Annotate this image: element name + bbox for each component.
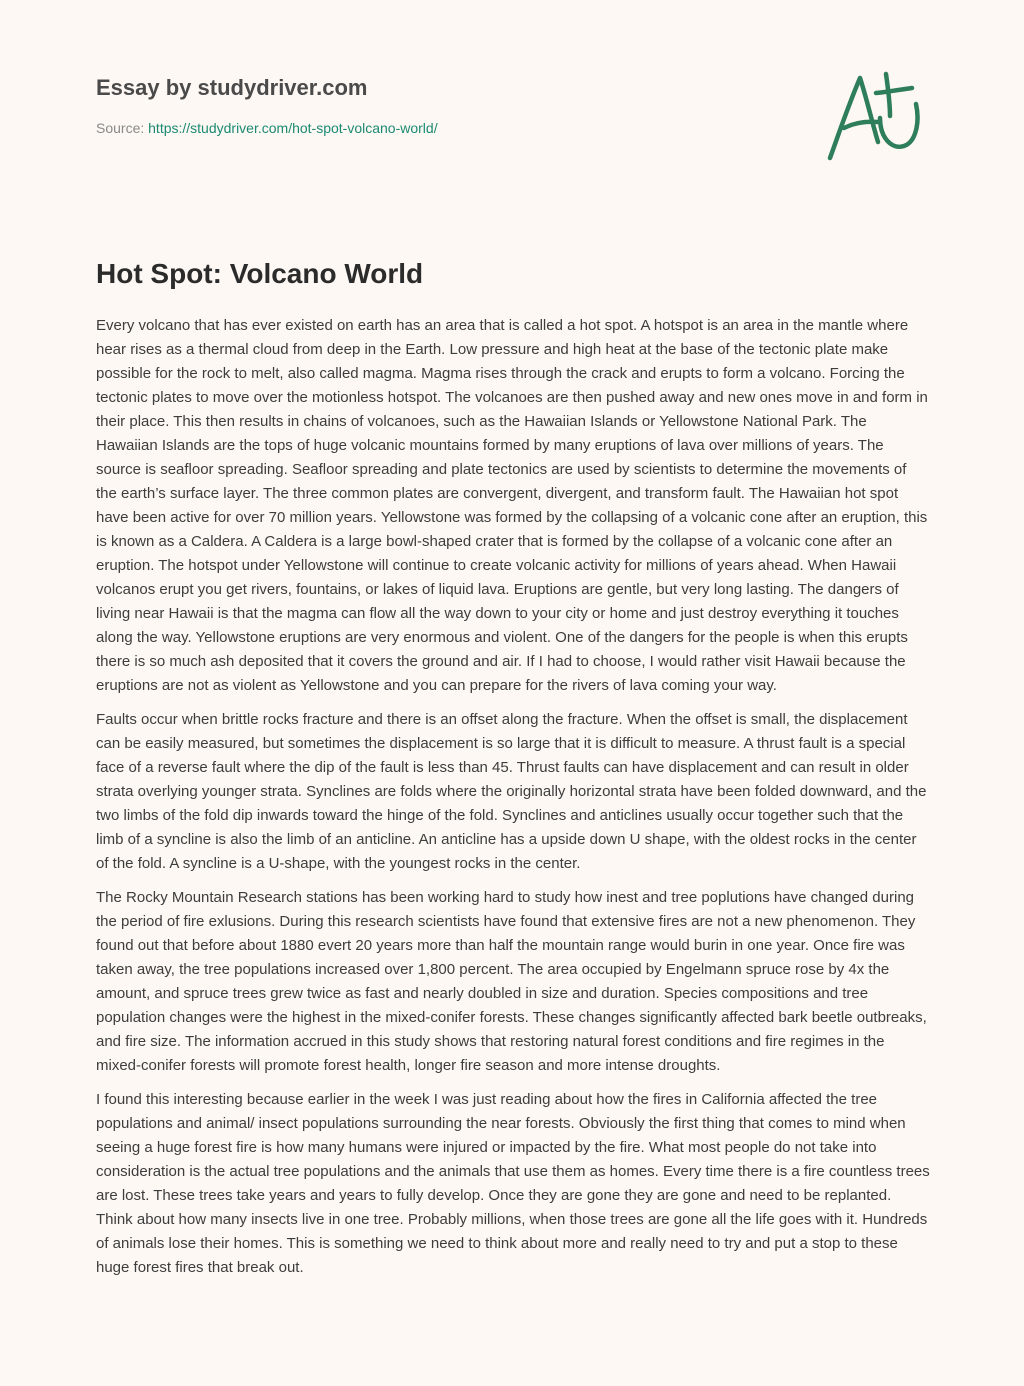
essay-paragraph: The Rocky Mountain Research stations has been working hard to study how inest and tree poplutions have changed during the period of fire exlusions. During this research scientists have found that extensive fires are not a new phenomenon. They found out that before about 1880 evert 20 years more than half the mountain range would burin in one year. Once fire was taken away, the tree populations increased over 1,800 percent. The area occupied by Engelmann spruce rose by 4x the amount, and spruce trees grew twice as fast and nearly doubled in size and duration. Species compositions and tree population changes were the highest in the mixed-conifer forests. These changes significantly affected bark beetle outbreaks, and fire size. The information accrued in this study shows that restoring natural forest conditions and fire regimes in the mixed-conifer forests will promote forest health, longer fire season and more intense droughts.	[96, 889, 927, 1074]
a-plus-logo-icon	[820, 66, 930, 166]
source-line	[96, 119, 796, 137]
essay-body	[96, 314, 930, 1290]
essay-title: Hot Spot: Volcano World	[96, 258, 424, 289]
source-link[interactable]: https://studydriver.com/hot-spot-volcano-world/	[148, 120, 438, 136]
essay-paragraph: Faults occur when brittle rocks fracture and there is an offset along the fracture. When the offset is small, the displacement can be easily measured, but sometimes the displacement is so large that it is difficult to measure. A thrust fault is a special face of a reverse fault where the dip of the fault is less than 45. Thrust faults can have displacement and can result in older strata overlying younger strata. Synclines are folds where the originally horizontal strata have been folded downward, and the two limbs of the fold dip inwards toward the hinge of the fold. Synclines and anticlines usually occur together such that the limb of a syncline is also the limb of an anticline. An anticline has a upside down U shape, with the oldest rocks in the center of the fold. A syncline is a U-shape, with the youngest rocks in the center.	[96, 711, 927, 872]
source-label: Source:	[96, 120, 145, 136]
essay-paragraph: Every volcano that has ever existed on earth has an area that is called a hot spot. A hotspot is an area in the mantle where hear rises as a thermal cloud from deep in the Earth. Low pressure and high heat at the base of the tectonic plate make possible for the rock to melt, also called magma. Magma rises through the crack and erupts to form a volcano. Forcing the tectonic plates to move over the motionless hotspot. The volcanoes are then pushed away and new ones move in and form in their place. This then results in chains of volcanoes, such as the Hawaiian Islands or Yellowstone National Park. The Hawaiian Islands are the tops of huge volcanic mountains formed by many eruptions of lava over millions of years. The source is seafloor spreading. Seafloor spreading and plate tectonics are used by scientists to determine the movements of the earth’s surface layer. The three common plates are convergent, divergent, and transform fault. The Hawaiian hot spot have been active for over 70 million years. Yellowstone was formed by the collapsing of a volcanic cone after an eruption, this is known as a Caldera. A Caldera is a large bowl-shaped crater that is formed by the collapse of a volcanic cone after an eruption. The hotspot under Yellowstone will continue to create volcanic activity for millions of years ahead. When Hawaii volcanos erupt you get rivers, fountains, or lakes of liquid lava. Eruptions are gentle, but very long lasting. The dangers of living near Hawaii is that the magma can flow all the way down to your city or home and just destroy everything it touches along the way. Yellowstone eruptions are very enormous and violent. One of the dangers for the people is when this erupts there is so much ash deposited that it covers the ground and air. If I had to choose, I would rather visit Hawaii because the eruptions are not as violent as Yellowstone and you can prepare for the rivers of lava coming your way.	[96, 317, 928, 694]
page-header	[96, 74, 796, 137]
site-brand: Essay by studydriver.com	[96, 75, 368, 100]
essay-paragraph: I found this interesting because earlier in the week I was just reading about how the fires in California affected the tree populations and animal/ insect populations surrounding the near forests. Obviously the first thing that comes to mind when seeing a huge forest fire is how many humans were injured or impacted by the fire. What most people do not take into consideration is the actual tree populations and the animals that use them as homes. Every time there is a fire countless trees are lost. These trees take years and years to fully develop. Once they are gone they are gone and need to be replanted. Think about how many insects live in one tree. Probably millions, when those trees are gone all the life goes with it. Hundreds of animals lose their homes. This is something we need to think about more and really need to try and put a stop to these huge forest fires that break out.	[96, 1091, 930, 1276]
